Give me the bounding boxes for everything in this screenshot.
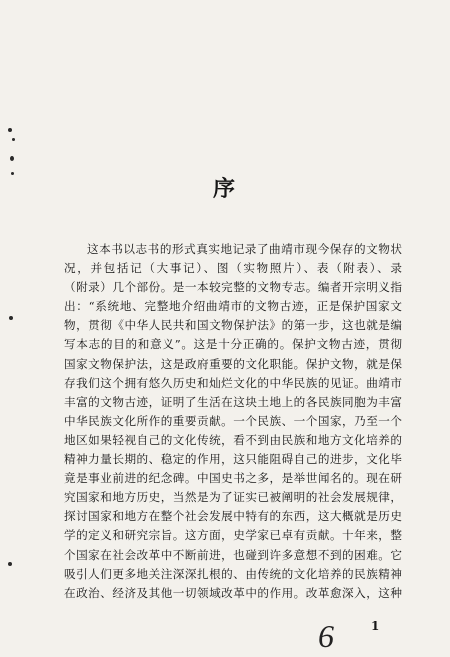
text-line: 地区如果轻视自己的文化传统，看不到由民族和地方文化培养的 — [64, 432, 402, 447]
text-line: （附录）几个部份。是一本较完整的文物专志。编者开宗明义指 — [64, 280, 402, 295]
scan-speck — [8, 128, 12, 132]
text-line: 这本书以志书的形式真实地记录了曲靖市现今保存的文物状 — [87, 242, 402, 256]
scan-speck — [10, 156, 14, 161]
page-number: 1 — [371, 619, 380, 633]
scan-speck — [9, 316, 13, 320]
text-line: 竟是事业前进的纪念碑。中国史书之多，是举世闻名的。现在研 — [64, 471, 402, 486]
scan-speck — [8, 562, 12, 566]
page-title: 序 — [212, 176, 237, 202]
text-line: 吸引人们更多地关注深深扎根的、由传统的文化培养的民族精神 — [64, 566, 402, 581]
text-line: 精神力量长期的、稳定的作用，这只能阻碍自己的进步，文化毕 — [64, 452, 402, 467]
text-line: 中华民族文化所作的重要贡献。一个民族、一个国家，乃至一个 — [64, 413, 402, 428]
text-line: 在政治、经济及其他一切领域改革中的作用。改革愈深入，这种 — [64, 585, 402, 600]
text-line: 究国家和地方历史，当然是为了证实已被阐明的社会发展规律， — [64, 490, 402, 505]
preface-body — [64, 240, 402, 603]
handwritten-mark: 6 — [318, 618, 334, 654]
text-line: 物，贯彻《中华人民共和国文物保护法》的第一步，这也就是编 — [64, 318, 402, 333]
text-line: 个国家在社会改革中不断前进，也碰到许多意想不到的困难。它 — [64, 547, 402, 562]
text-line: 学的定义和研究宗旨。这方面，史学家已卓有贡献。十年来，整 — [64, 528, 402, 543]
text-line: 况，并包括记（大事记）、图（实物照片）、表（附表）、录 — [64, 261, 402, 276]
text-line: 国家文物保护法，这是政府重要的文化职能。保护文物，就是保 — [64, 356, 402, 371]
text-line: 探讨国家和地方在整个社会发展中特有的东西，这大概就是历史 — [64, 509, 402, 524]
text-line: 存我们这个拥有悠久历史和灿烂文化的中华民族的见证。曲靖市 — [64, 375, 402, 390]
text-line: 丰富的文物古迹，证明了生活在这块土地上的各民族同胞为丰富 — [64, 394, 402, 409]
scan-speck — [12, 138, 15, 141]
text-line: 写本志的目的和意义”。这是十分正确的。保护文物古迹，贯彻 — [64, 337, 402, 352]
text-line: 出：“系统地、完整地介绍曲靖市的文物古迹，正是保护国家文 — [64, 299, 402, 314]
